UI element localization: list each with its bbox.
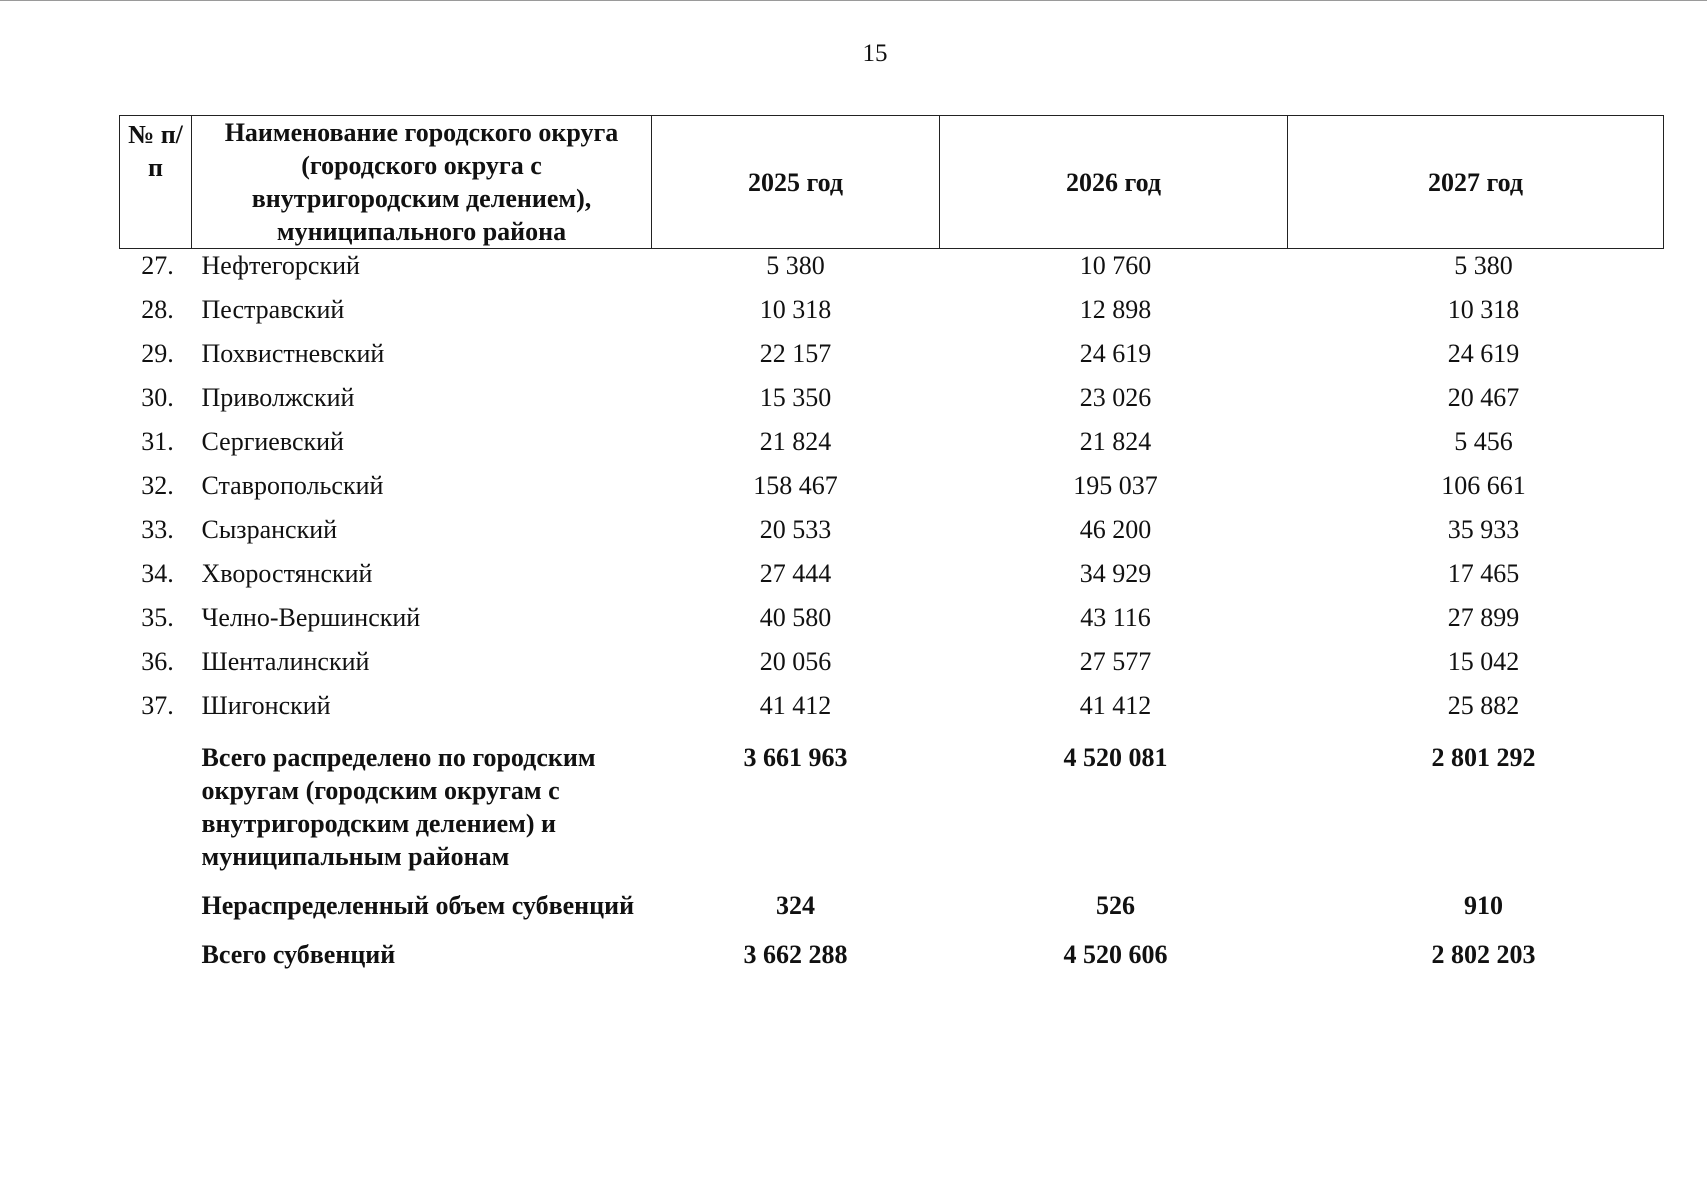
table-row [120,513,1664,557]
table-row [120,469,1664,513]
total-2025: 324 [776,891,815,920]
value-2026: 43 116 [1080,603,1151,632]
table-row [120,425,1664,469]
district-name: Приволжский [201,383,355,412]
district-name: Шенталинский [201,647,370,676]
district-name: Челно-Вершинский [201,603,421,632]
value-2027: 17 465 [1447,559,1520,588]
header-num: № п/п [120,116,192,249]
total-row-number-empty [120,881,192,930]
value-2025: 20 056 [759,647,832,676]
value-2027: 15 042 [1447,647,1520,676]
value-2026: 21 824 [1079,427,1152,456]
value-2027: 5 380 [1454,251,1513,280]
total-2026: 4 520 606 [1063,940,1168,969]
value-2026: 12 898 [1079,295,1152,324]
value-2026: 41 412 [1079,691,1152,720]
value-2026: 24 619 [1079,339,1152,368]
district-name: Похвистневский [201,339,385,368]
total-2026: 4 520 081 [1063,743,1168,772]
value-2026: 34 929 [1079,559,1152,588]
value-2026: 10 760 [1079,251,1152,280]
value-2025: 5 380 [766,251,825,280]
total-2025: 3 662 288 [743,940,848,969]
value-2027: 106 661 [1441,471,1526,500]
total-row [120,733,1664,881]
value-2025: 27 444 [759,559,832,588]
table-row [120,249,1664,294]
value-2027: 27 899 [1447,603,1520,632]
header-name: Наименование городского округа (городского округа с внутригородским делением), муниципального района [192,116,652,249]
table-header [120,116,1664,249]
value-2025: 20 533 [759,515,832,544]
total-row [120,930,1664,979]
table-row [120,293,1664,337]
table-row [120,601,1664,645]
district-name: Сызранский [201,515,338,544]
row-number: 27. [141,251,174,280]
subsidy-table [119,115,1664,979]
value-2026: 195 037 [1073,471,1158,500]
district-name: Пестравский [201,295,345,324]
total-label: Всего распределено по городским округам (городским округам с внутригородским делением) и муниципальным районам [201,743,596,871]
row-number: 32. [141,471,174,500]
page-top-edge [0,0,1707,1]
value-2025: 10 318 [759,295,832,324]
value-2025: 41 412 [759,691,832,720]
value-2027: 35 933 [1447,515,1520,544]
row-number: 35. [141,603,174,632]
table-row [120,645,1664,689]
table-row [120,689,1664,733]
row-number: 36. [141,647,174,676]
row-number: 37. [141,691,174,720]
header-2025: 2025 год [652,116,940,249]
total-2027: 2 802 203 [1431,940,1536,969]
value-2026: 23 026 [1079,383,1152,412]
value-2025: 158 467 [753,471,838,500]
table-row [120,381,1664,425]
value-2027: 20 467 [1447,383,1520,412]
district-name: Шигонский [201,691,331,720]
total-label: Всего субвенций [201,940,396,969]
total-2027: 910 [1464,891,1503,920]
value-2025: 15 350 [759,383,832,412]
table-row [120,557,1664,601]
value-2026: 27 577 [1079,647,1152,676]
district-name: Хворостянский [201,559,373,588]
total-2025: 3 661 963 [743,743,848,772]
district-name: Сергиевский [201,427,344,456]
value-2025: 22 157 [759,339,832,368]
header-row [120,116,1664,249]
row-number: 28. [141,295,174,324]
value-2027: 24 619 [1447,339,1520,368]
page-number: 15 [862,40,888,67]
header-2027: 2027 год [1288,116,1664,249]
value-2027: 25 882 [1447,691,1520,720]
district-name: Нефтегорский [201,251,360,280]
table-body [120,249,1664,980]
row-number: 30. [141,383,174,412]
table-row [120,337,1664,381]
row-number: 34. [141,559,174,588]
value-2027: 10 318 [1447,295,1520,324]
total-2026: 526 [1096,891,1135,920]
value-2027: 5 456 [1454,427,1513,456]
row-number: 31. [141,427,174,456]
total-row [120,881,1664,930]
row-number: 33. [141,515,174,544]
value-2025: 40 580 [759,603,832,632]
district-name: Ставропольский [201,471,384,500]
value-2025: 21 824 [759,427,832,456]
total-row-number-empty [120,930,192,979]
total-row-number-empty [120,733,192,881]
header-2026: 2026 год [940,116,1288,249]
row-number: 29. [141,339,174,368]
value-2026: 46 200 [1079,515,1152,544]
total-label: Нераспределенный объем субвенций [201,891,635,920]
total-2027: 2 801 292 [1431,743,1536,772]
